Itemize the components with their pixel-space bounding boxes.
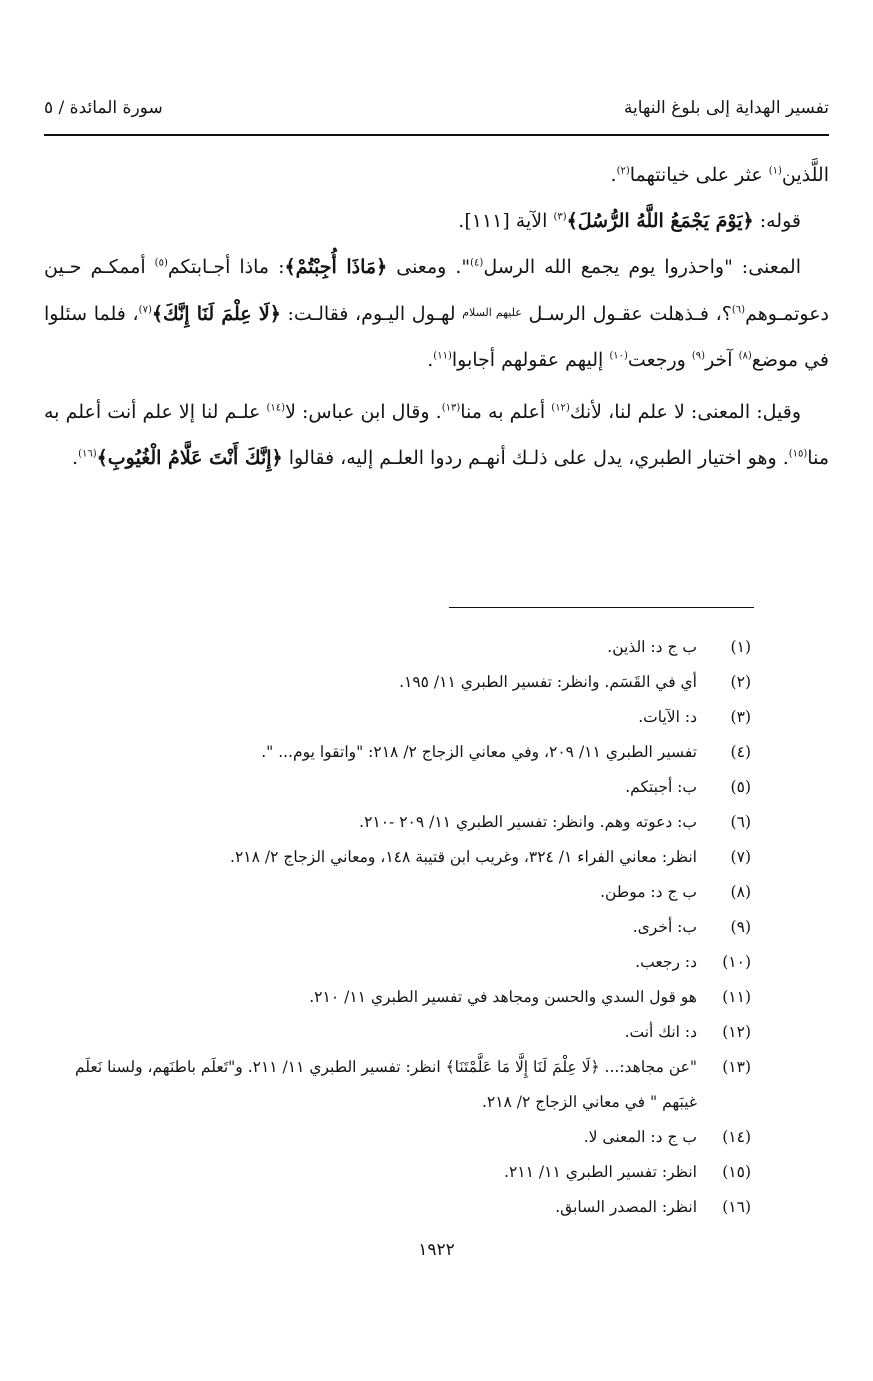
footnotes [44, 630, 751, 1225]
footnote-text: د: رجعب. [635, 953, 697, 971]
footnote-ref: (١٣) [441, 402, 461, 414]
footnote-item [44, 840, 751, 875]
footnote-text: أي في القَسَم. وانظر: تفسير الطبري ١١/ ١٩٥. [399, 673, 697, 691]
footnote-ref: (٨) [738, 350, 752, 362]
footnote-item [44, 770, 751, 805]
text-run: . [427, 349, 434, 371]
text-run: عثر على خيانتهما [629, 164, 769, 186]
footnote-ref: (١) [768, 165, 782, 177]
footnote-text: د: انك أنت. [624, 1023, 697, 1041]
text-run: ، فلما سئلوا في موضع [44, 303, 829, 371]
text-run: . [72, 447, 79, 469]
footnote-ref: (١٦) [78, 448, 97, 460]
footnote-ref: (١٠) [609, 350, 628, 362]
footnote-item [44, 700, 751, 735]
text-run: لهـول اليـوم، فقالـت: [280, 303, 463, 325]
paragraph-3 [44, 244, 829, 383]
footnote-item [44, 1120, 751, 1155]
footnote-number: (٤) [730, 743, 751, 761]
footnote-number: (٣) [730, 708, 751, 726]
footnote-number: (١٥) [722, 1163, 751, 1181]
footnote-number: (٧) [730, 848, 751, 866]
footnote-item [44, 630, 751, 665]
footnote-number: (١) [730, 638, 751, 656]
footnote-item [44, 1155, 751, 1190]
text-run: إليهم عقولهم أجابوا [451, 349, 610, 371]
footnote-ref: (١١) [433, 350, 452, 362]
footnote-number: (٨) [730, 883, 751, 901]
footnote-number: (١٤) [722, 1128, 751, 1146]
footnote-text: ب: دعوته وهم. وانظر: تفسير الطبري ١١/ ٢٠٩ -٢١٠. [359, 813, 697, 831]
footnote-number: (٢) [730, 673, 751, 691]
footnote-item [44, 805, 751, 840]
footnote-ref: (٣) [553, 211, 567, 223]
text-run: قوله: [753, 210, 801, 232]
text-run: ؟، فـذهلت عقـول الرسـل [521, 303, 732, 325]
footnote-ref: (١٤) [266, 402, 286, 414]
footnote-number: (٩) [730, 918, 751, 936]
text-run: علـم لنا إلا علم أنت أعلم به منا [44, 401, 829, 469]
footnote-text: "عن مجاهد:... ﴿لَا عِلْمَ لَنَا إِلَّا مَا عَلَّمْتَنَا﴾ انظر: تفسير الطبري ١١/ ٢١١. و"تَعلَم باطنَهم، ولسنا نَعلَم غيبَهم " في معاني الزجاج ٢/ ٢١٨. [74, 1058, 697, 1111]
footnote-text: انظر: تفسير الطبري ١١/ ٢١١. [504, 1163, 697, 1181]
text-run: وقيل: المعنى: لا علم لنا، لأنك [569, 401, 802, 423]
footnote-number: (٦) [730, 813, 751, 831]
footnote-item [44, 1190, 751, 1225]
main-text [44, 152, 829, 481]
text-run: أممكـم حـين دعوتمـوهم [44, 256, 829, 325]
book-title: تفسير الهداية إلى بلوغ النهاية [623, 98, 829, 118]
text-run: أعلم به منا [460, 401, 552, 423]
quran-quote: ﴿مَاذَا أُجِبْتُمْ﴾ [284, 256, 388, 278]
footnote-text: انظر: المصدر السابق. [555, 1198, 697, 1216]
footnote-item [44, 910, 751, 945]
footnote-text: هو قول السدي والحسن ومجاهد في تفسير الطبري ١١/ ٢١٠. [309, 988, 697, 1006]
text-run: اللَّذين [781, 164, 829, 186]
text-run: الآية [١١١]. [458, 210, 554, 232]
footnote-text: انظر: معاني الفراء ١/ ٣٢٤، وغريب ابن قتيبة ١٤٨، ومعاني الزجاج ٢/ ٢١٨. [230, 848, 697, 866]
footnote-ref: (٢) [616, 165, 630, 177]
text-run: آخر [705, 349, 739, 371]
footnote-text: ب ج د: الذين. [607, 638, 697, 656]
text-run: ". ومعنى [387, 256, 471, 278]
surah-label: سورة المائدة / ٥ [44, 98, 163, 118]
text-run: . وقال ابن عباس: لا [285, 401, 442, 423]
footnote-item [44, 665, 751, 700]
footnote-number: (١٦) [722, 1198, 751, 1216]
paragraph-2 [44, 198, 829, 244]
text-run: المعنى: "واحذروا يوم يجمع الله الرسل [483, 256, 801, 278]
footnote-ref: (٦) [731, 304, 746, 316]
honorific-symbol: عليهم السلام [462, 306, 522, 319]
text-run: . [610, 164, 617, 186]
footnote-number: (١١) [722, 988, 751, 1006]
footnote-item [44, 1050, 751, 1120]
text-run: : ماذا أجـابتكم [167, 256, 285, 278]
footnote-ref: (٧) [138, 304, 152, 316]
running-header [44, 92, 829, 136]
footnote-text: ب ج د: موطن. [600, 883, 697, 901]
footnote-item [44, 1015, 751, 1050]
footnote-number: (٥) [730, 778, 751, 796]
footnote-text: ب ج د: المعنى لا. [583, 1128, 697, 1146]
footnote-item [44, 945, 751, 980]
footnote-text: ب: أخرى. [632, 918, 697, 936]
footnote-separator [449, 607, 754, 608]
footnote-item [44, 875, 751, 910]
footnote-item [44, 980, 751, 1015]
footnote-text: ب: أجبتكم. [625, 778, 697, 796]
paragraph-4 [44, 389, 829, 481]
quran-quote: ﴿لَا عِلْمَ لَنَا إِنَّكَ﴾ [151, 303, 281, 325]
footnote-item [44, 735, 751, 770]
text-run: . وهو اختيار الطبري، يدل على ذلـك أنهـم ردوا العلـم إليه، فقالوا [282, 447, 789, 469]
footnote-text: د: الآيات. [638, 708, 697, 726]
text-run: ورجعت [627, 349, 692, 371]
paragraph-1 [44, 152, 829, 198]
page-number: ١٩٢٢ [418, 1240, 455, 1260]
footnote-number: (١٢) [722, 1023, 751, 1041]
footnote-ref: (٩) [691, 350, 706, 362]
quran-quote: ﴿إِنَّكَ أَنْتَ عَلَّامُ الْغُيُوبِ﴾ [96, 447, 283, 469]
footnote-number: (١٠) [722, 953, 751, 971]
footnote-ref: (٤) [470, 257, 484, 269]
footnote-text: تفسير الطبري ١١/ ٢٠٩، وفي معاني الزجاج ٢/ ٢١٨: "واتقوا يوم... ". [261, 743, 697, 761]
footnote-number: (١٣) [722, 1058, 751, 1076]
footnote-ref: (١٥) [788, 448, 808, 460]
footnote-ref: (٥) [154, 257, 168, 269]
footnote-ref: (١٢) [551, 402, 570, 414]
quran-quote: ﴿يَوْمَ يَجْمَعُ اللَّهُ الرُّسُلَ﴾ [566, 210, 754, 232]
